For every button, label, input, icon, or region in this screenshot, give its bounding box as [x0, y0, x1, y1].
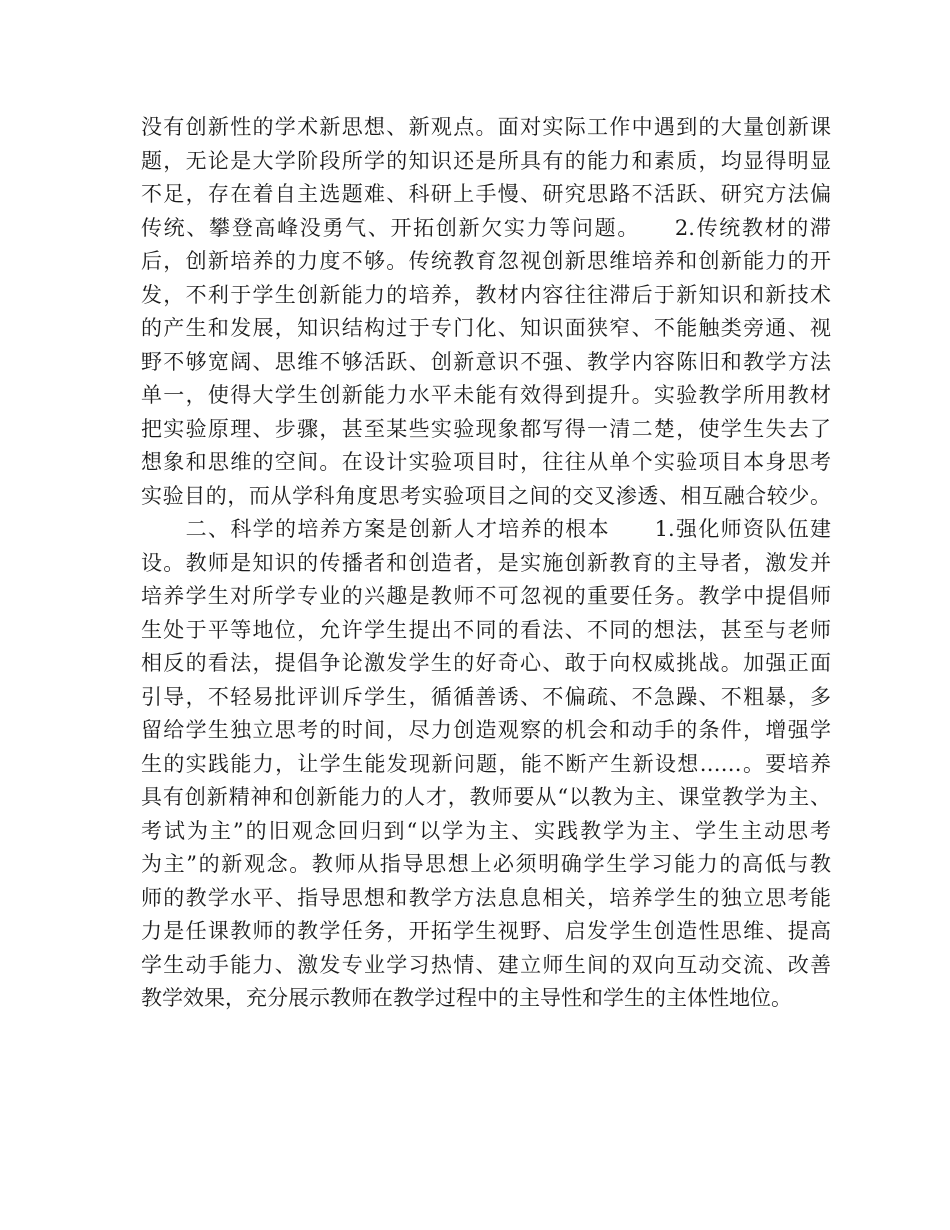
text-line: 不足，存在着自主选题难、科研上手慢、研究思路不活跃、研究方法偏	[141, 182, 831, 206]
text-line: 没有创新性的学术新思想、新观点。面对实际工作中遇到的大量创新课	[141, 115, 831, 139]
text-line: 留给学生独立思考的时间，尽力创造观察的机会和动手的条件，增强学	[141, 718, 831, 742]
text-line: 发，不利于学生创新能力的培养，教材内容往往滞后于新知识和新技术	[141, 282, 831, 307]
text-line: 题，无论是大学阶段所学的知识还是所具有的能力和素质，均显得明显	[141, 148, 831, 173]
text-line: 的产生和发展，知识结构过于专门化、知识面狭窄、不能触类旁通、视	[141, 316, 831, 340]
text-line: 力是任课教师的教学任务，开拓学生视野、启发学生创造性思维、提高	[141, 919, 831, 943]
text-line: 考试为主”的旧观念回归到“以学为主、实践教学为主、学生主动思考	[141, 818, 831, 843]
text-line: 具有创新精神和创新能力的人才，教师要从“以教为主、课堂教学为主、	[141, 785, 831, 809]
text-line: 为主”的新观念。教师从指导思想上必须明确学生学习能力的高低与教	[141, 852, 831, 876]
text-line: 生处于平等地位，允许学生提出不同的看法、不同的想法，甚至与老师	[141, 617, 831, 642]
text-line: 学生动手能力、激发专业学习热情、建立师生间的双向互动交流、改善	[141, 952, 831, 977]
text-line: 师的教学水平、指导思想和教学方法息息相关，培养学生的独立思考能	[141, 885, 831, 910]
text-line: 引导，不轻易批评训斥学生，循循善诱、不偏疏、不急躁、不粗暴，多	[141, 684, 831, 709]
section-heading-line: 二、科学的培养方案是创新人才培养的根本 1.强化师资队伍建	[141, 517, 831, 541]
text-line: 想象和思维的空间。在设计实验项目时，往往从单个实验项目本身思考	[141, 450, 831, 474]
text-line: 后，创新培养的力度不够。传统教育忽视创新思维培养和创新能力的开	[141, 249, 831, 273]
body-text	[141, 111, 831, 1016]
text-line: 教学效果，充分展示教师在教学过程中的主导性和学生的主体性地位。	[141, 986, 792, 1010]
text-line: 传统、攀登高峰没勇气、开拓创新欠实力等问题。 2.传统教材的滞	[141, 215, 831, 240]
text-line: 把实验原理、步骤，甚至某些实验现象都写得一清二楚，使学生失去了	[141, 416, 831, 441]
text-line: 野不够宽阔、思维不够活跃、创新意识不强、教学内容陈旧和教学方法	[141, 349, 831, 374]
text-line: 生的实践能力，让学生能发现新问题，能不断产生新设想……。要培养	[141, 751, 831, 776]
text-line: 设。教师是知识的传播者和创造者，是实施创新教育的主导者，激发并	[141, 550, 831, 575]
text-line: 单一，使得大学生创新能力水平未能有效得到提升。实验教学所用教材	[141, 383, 831, 407]
text-line: 实验目的，而从学科角度思考实验项目之间的交叉渗透、相互融合较少。	[141, 483, 831, 508]
text-line: 培养学生对所学专业的兴趣是教师不可忽视的重要任务。教学中提倡师	[141, 584, 831, 608]
text-line: 相反的看法，提倡争论激发学生的好奇心、敢于向权威挑战。加强正面	[141, 651, 831, 675]
